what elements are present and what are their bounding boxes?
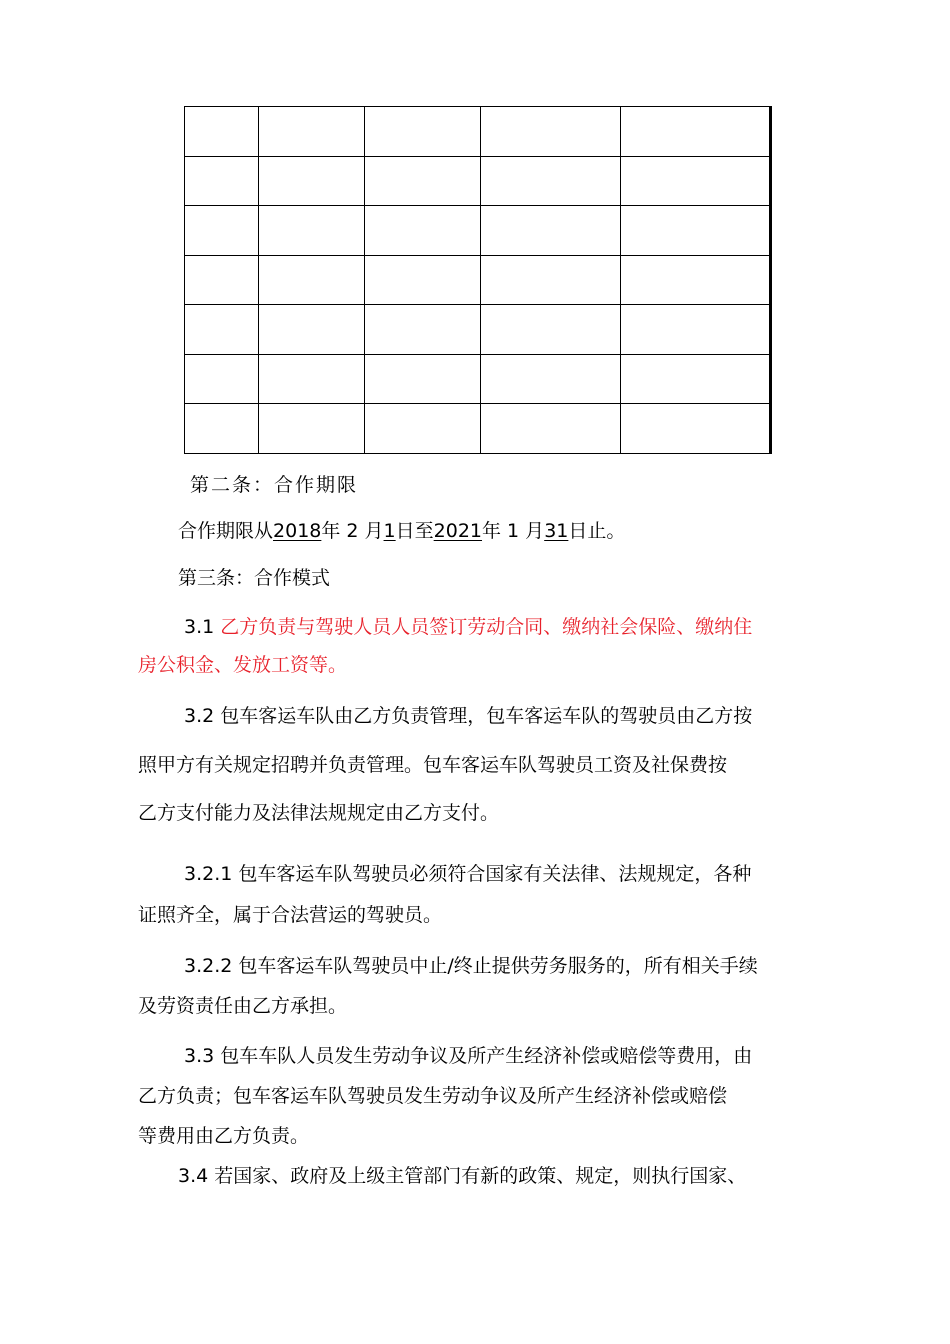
table-cell	[185, 107, 259, 157]
term-text-4: 日止。	[568, 520, 626, 542]
table-cell	[365, 107, 481, 157]
clause-3-2-2-line-1: 3.2.2 包车客运车队驾驶员中止/终止提供劳务服务的，所有相关手续	[184, 955, 758, 977]
clause-3-2-line-2: 照甲方有关规定招聘并负责管理。包车客运车队驾驶员工资及社保费按	[138, 754, 728, 776]
clause-3-1-line-1	[184, 614, 752, 640]
table-row	[185, 255, 771, 305]
table-row	[185, 354, 771, 404]
table-row	[185, 404, 771, 454]
table-cell	[481, 255, 621, 305]
heading-article-3: 第三条：合作模式	[178, 567, 331, 589]
table-cell	[365, 404, 481, 454]
clause-3-1-number: 3.1	[184, 616, 221, 638]
clause-3-3-line-1: 3.3 包车车队人员发生劳动争议及所产生经济补偿或赔偿等费用，由	[184, 1045, 753, 1067]
clause-3-2-2-line-2: 及劳资责任由乙方承担。	[138, 995, 348, 1017]
table-cell	[365, 206, 481, 256]
start-year: 2018	[273, 520, 322, 542]
table-cell	[259, 354, 365, 404]
table-row	[185, 206, 771, 256]
clause-3-1-text: 乙方负责与驾驶人员人员签订劳动合同、缴纳社会保险、缴纳住	[220, 616, 753, 638]
term-text-3: 年 1 月	[482, 520, 545, 542]
table-cell	[481, 107, 621, 157]
clause-3-3-line-2: 乙方负责；包车客运车队驾驶员发生劳动争议及所产生经济补偿或赔偿	[138, 1085, 728, 1107]
table-cell	[481, 354, 621, 404]
table-row	[185, 107, 771, 157]
clause-3-2-1-line-1: 3.2.1 包车客运车队驾驶员必须符合国家有关法律、法规规定，各种	[184, 863, 752, 885]
table-cell	[259, 107, 365, 157]
end-day: 31	[544, 520, 569, 542]
clause-3-2-line-1: 3.2 包车客运车队由乙方负责管理，包车客运车队的驾驶员由乙方按	[184, 705, 753, 727]
table-cell	[621, 255, 771, 305]
clause-3-1-line-2: 房公积金、发放工资等。	[138, 654, 348, 676]
table-cell	[259, 255, 365, 305]
table-cell	[259, 156, 365, 206]
term-text-2: 日至	[395, 520, 434, 542]
table-cell	[365, 156, 481, 206]
table-cell	[481, 404, 621, 454]
table-cell	[621, 305, 771, 355]
start-day: 1	[383, 520, 396, 542]
table-cell	[185, 404, 259, 454]
term-line	[178, 518, 625, 544]
table-cell	[259, 206, 365, 256]
table-cell	[481, 206, 621, 256]
term-text-1: 年 2 月	[321, 520, 384, 542]
table-cell	[185, 305, 259, 355]
table-cell	[481, 156, 621, 206]
clause-3-2-1-line-2: 证照齐全，属于合法营运的驾驶员。	[138, 904, 443, 926]
table-row	[185, 156, 771, 206]
blank-table	[184, 106, 772, 454]
table-row	[185, 305, 771, 355]
clause-3-4-line-1: 3.4 若国家、政府及上级主管部门有新的政策、规定，则执行国家、	[178, 1165, 747, 1187]
table-cell	[621, 107, 771, 157]
table-cell	[185, 156, 259, 206]
term-prefix: 合作期限从	[178, 520, 274, 542]
table-cell	[621, 156, 771, 206]
table-cell	[621, 206, 771, 256]
table-cell	[185, 354, 259, 404]
table-cell	[621, 354, 771, 404]
table-cell	[259, 305, 365, 355]
table-cell	[259, 404, 365, 454]
table-cell	[365, 305, 481, 355]
table-cell	[481, 305, 621, 355]
table-cell	[621, 404, 771, 454]
table-cell	[185, 206, 259, 256]
table-cell	[365, 255, 481, 305]
table-cell	[185, 255, 259, 305]
table-cell	[365, 354, 481, 404]
heading-article-2: 第二条：合作期限	[190, 474, 359, 496]
clause-3-2-line-3: 乙方支付能力及法律法规规定由乙方支付。	[138, 802, 500, 824]
end-year: 2021	[433, 520, 483, 542]
clause-3-3-line-3: 等费用由乙方负责。	[138, 1125, 310, 1147]
